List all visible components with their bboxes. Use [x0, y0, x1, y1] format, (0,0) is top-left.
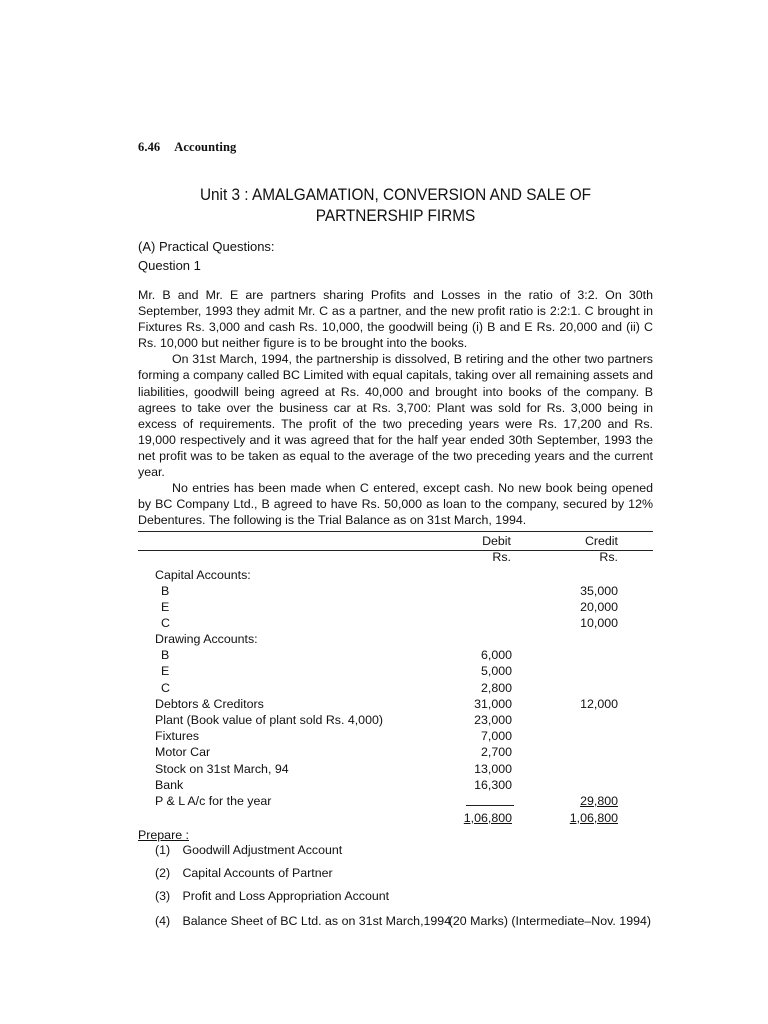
total-debit: 1,06,800	[463, 811, 512, 825]
table-row	[138, 631, 653, 647]
row-label: Bank	[155, 778, 184, 792]
item-text: Capital Accounts of Partner	[182, 866, 333, 880]
item-number: (4)	[155, 914, 171, 928]
marks-note: (20 Marks) (Intermediate–Nov. 1994)	[448, 914, 651, 928]
page-number: 6.46	[138, 140, 161, 154]
prepare-item	[155, 889, 389, 903]
credit-cell: 35,000	[580, 584, 618, 598]
item-number: (2)	[155, 866, 171, 880]
row-label: Drawing Accounts:	[155, 632, 258, 646]
item-text: Goodwill Adjustment Account	[182, 843, 343, 857]
table-row	[138, 647, 653, 663]
table-row	[138, 583, 653, 599]
debit-cell: 23,000	[474, 713, 512, 727]
row-label: C	[161, 681, 170, 695]
row-label: E	[161, 664, 170, 678]
paragraph: No entries has been made when C entered, except cash. No new book being opened by BC Company Ltd., B agreed to have Rs. 50,000 as loan to the company, secured by 12% Debentures. The following is the Trial Balance as on 31st March, 1994.	[138, 481, 653, 528]
table-total-row	[138, 810, 653, 826]
prepare-item	[155, 914, 451, 928]
table-row	[138, 744, 653, 760]
debit-cell: 7,000	[480, 729, 512, 743]
prepare-label: Prepare :	[138, 828, 189, 842]
table-row	[138, 599, 653, 615]
row-label: B	[161, 648, 170, 662]
row-label: Motor Car	[155, 745, 211, 759]
row-label: Debtors & Creditors	[155, 697, 264, 711]
table-row	[138, 615, 653, 631]
prepare-item	[155, 866, 333, 880]
paragraph: Mr. B and Mr. E are partners sharing Profits and Losses in the ratio of 3:2. On 30th September, 1993 they admit Mr. C as a partner, and the new profit ratio is 2:2:1. C brought in Fixtures Rs. 3,000 and cash Rs. 10,000, the goodwill being (i) B and E Rs. 20,000 and (ii) C Rs. 10,000 but neither figure is to be brought into the books.	[138, 288, 653, 351]
row-label: P & L A/c for the year	[155, 794, 272, 808]
prepare-item	[155, 843, 342, 857]
debit-cell: 5,000	[480, 664, 512, 678]
debit-cell: 6,000	[480, 648, 512, 662]
table-row	[138, 567, 653, 583]
paragraph: On 31st March, 1994, the partnership is dissolved, B retiring and the other two partners forming a company called BC Limited with equal capitals, taking over all remaining assets and liabilities, goodwill being agreed at Rs. 40,000 and brought into books of the company. B agrees to take over the business car at Rs. 3,700: Plant was sold for Rs. 3,000 being in excess of requirements. The profit of the two preceding years were Rs. 17,200 and Rs. 19,000 respectively and it was agreed that for the half year ended 30th September, 1993 the net profit was to be taken as equal to the average of the two preceding years and the current year.	[138, 352, 653, 480]
table-rule-top	[138, 531, 653, 532]
table-row	[138, 728, 653, 744]
debit-subtotal-rule	[466, 805, 514, 806]
question-text	[138, 287, 653, 528]
table-row	[138, 663, 653, 679]
row-label: Capital Accounts:	[155, 568, 251, 582]
row-label: Plant (Book value of plant sold Rs. 4,000)	[155, 713, 383, 727]
unit-title: Unit 3 : AMALGAMATION, CONVERSION AND SALE OF PARTNERSHIP FIRMS	[199, 186, 592, 225]
running-header	[138, 140, 236, 155]
row-label: B	[161, 584, 170, 598]
total-credit: 1,06,800	[569, 811, 618, 825]
debit-unit: Rs.	[492, 550, 511, 564]
row-label: Fixtures	[155, 729, 200, 743]
debit-cell: 31,000	[474, 697, 512, 711]
credit-unit: Rs.	[599, 550, 618, 564]
debit-cell: 13,000	[474, 762, 512, 776]
table-rule-header	[138, 550, 653, 551]
table-row	[138, 761, 653, 777]
table-row	[138, 680, 653, 696]
table-row	[138, 777, 653, 793]
item-text: Balance Sheet of BC Ltd. as on 31st March,1994	[182, 914, 452, 928]
question-label: Question 1	[138, 258, 201, 273]
credit-cell: 10,000	[580, 616, 618, 630]
section-label: (A) Practical Questions:	[138, 239, 275, 254]
row-label: Stock on 31st March, 94	[155, 762, 289, 776]
item-text: Profit and Loss Appropriation Account	[182, 889, 390, 903]
item-number: (3)	[155, 889, 171, 903]
debit-cell: 2,700	[480, 745, 512, 759]
row-label: C	[161, 616, 170, 630]
item-number: (1)	[155, 843, 171, 857]
table-row	[138, 793, 653, 809]
debit-cell: 16,300	[474, 778, 512, 792]
credit-cell: 20,000	[580, 600, 618, 614]
credit-cell: 29,800	[580, 794, 618, 808]
credit-cell: 12,000	[580, 697, 618, 711]
section-name: Accounting	[174, 140, 237, 154]
table-row	[138, 696, 653, 712]
row-label: E	[161, 600, 170, 614]
debit-cell: 2,800	[480, 681, 512, 695]
debit-heading: Debit	[482, 534, 511, 548]
credit-heading: Credit	[584, 534, 618, 548]
table-row	[138, 712, 653, 728]
